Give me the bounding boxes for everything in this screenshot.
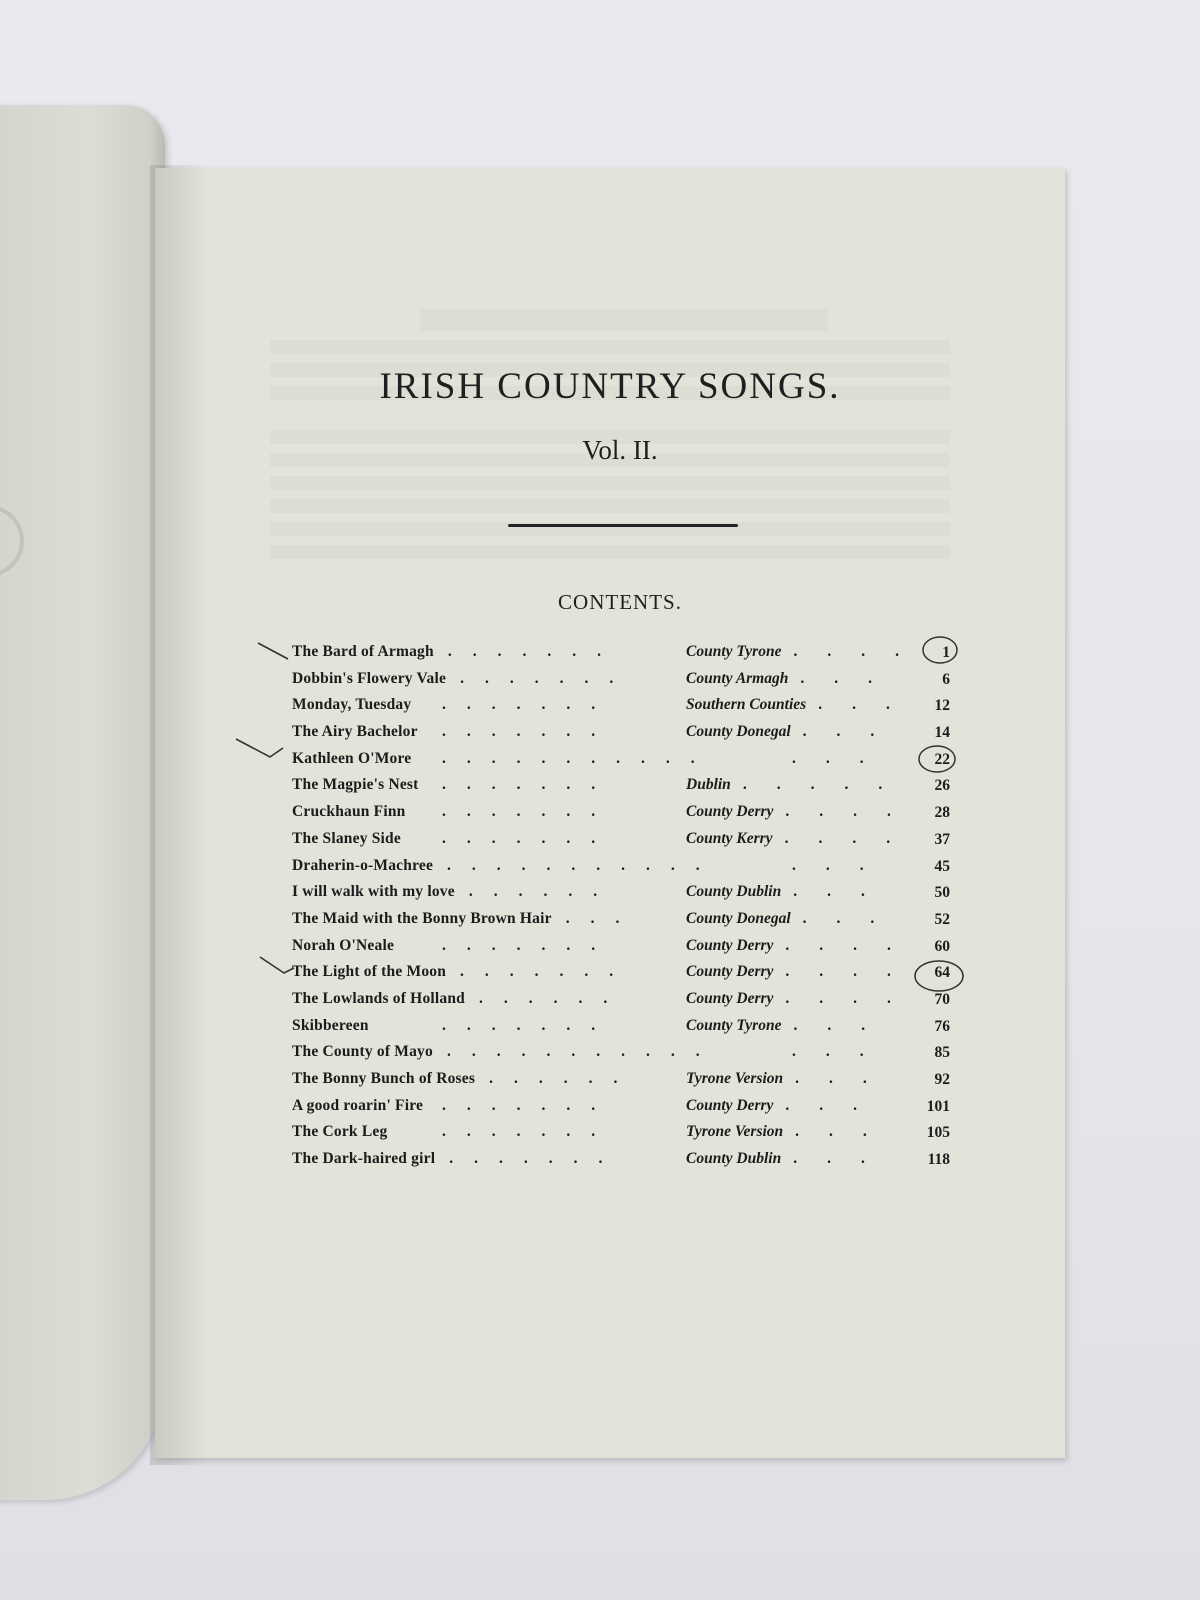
dot-leader: .... xyxy=(793,643,929,660)
dot-leader: ....... xyxy=(442,803,617,821)
dot-leader: ....... xyxy=(442,776,617,794)
entry-county: County Tyrone xyxy=(686,1016,782,1034)
dot-leader: ... xyxy=(795,1123,897,1141)
dot-leader: ... xyxy=(792,749,894,767)
dot-leader: ....... xyxy=(442,1096,617,1114)
dot-leader: ....... xyxy=(442,723,617,741)
dot-leader: ... xyxy=(793,1150,895,1168)
entry-page-number: 1 xyxy=(942,644,950,661)
entry-page-number: 70 xyxy=(934,990,950,1008)
contents-entry xyxy=(292,696,952,723)
dot-leader: ... xyxy=(793,883,895,901)
dot-leader: ... xyxy=(802,909,905,927)
entry-title: The Maid with the Bonny Brown Hair xyxy=(292,909,552,927)
entry-county: County Donegal xyxy=(686,723,791,741)
dot-leader: ....... xyxy=(460,963,635,981)
dot-leader: ... xyxy=(793,1016,896,1034)
dot-leader: ...... xyxy=(479,989,629,1007)
entry-county: County Dublin xyxy=(686,883,782,901)
contents-entry xyxy=(292,1150,952,1177)
volume-label: Vol. II. xyxy=(582,435,658,465)
entry-county: County Tyrone xyxy=(686,643,782,660)
entry-page-number: 85 xyxy=(934,1044,950,1062)
dot-leader: ... xyxy=(785,1096,888,1114)
entry-title: The Bonny Bunch of Roses xyxy=(292,1070,476,1087)
contents-entry xyxy=(292,1043,952,1070)
entry-title: Cruckhaun Finn xyxy=(292,803,406,821)
contents-entry xyxy=(292,990,952,1017)
dot-leader: ....... xyxy=(442,936,617,954)
entry-page-number: 37 xyxy=(934,830,950,848)
entry-page-number: 76 xyxy=(934,1017,950,1035)
entry-page-number: 26 xyxy=(934,777,950,795)
entry-title: Draherin-o-Machree xyxy=(292,856,434,874)
contents-entry xyxy=(292,857,952,884)
dot-leader: ...... xyxy=(468,883,619,901)
entry-title: Kathleen O'More xyxy=(292,749,412,767)
entry-page-number: 12 xyxy=(934,697,950,715)
entry-county: County Derry xyxy=(686,936,774,954)
dot-leader: ....... xyxy=(447,643,622,660)
dot-leader: ..... xyxy=(742,776,913,794)
contents-entry xyxy=(292,937,952,964)
contents-entry xyxy=(292,1070,952,1097)
contents-entry xyxy=(292,723,952,750)
dot-leader: ... xyxy=(818,696,920,714)
left-page-bleed-mark xyxy=(0,505,24,577)
entry-title: I will walk with my love xyxy=(292,883,455,901)
contents-entry xyxy=(292,883,952,910)
contents-entry xyxy=(292,670,952,697)
entry-title: Monday, Tuesday xyxy=(292,696,412,714)
entry-page-number: 118 xyxy=(927,1151,950,1169)
entry-page-number: 105 xyxy=(926,1124,950,1142)
dot-leader: ... xyxy=(792,1043,894,1061)
dot-leader: ....... xyxy=(460,669,635,687)
dot-leader: .... xyxy=(785,989,921,1007)
dot-leader: ... xyxy=(792,856,894,874)
entry-title: The Cork Leg xyxy=(292,1123,388,1141)
entry-title: Skibbereen xyxy=(292,1016,369,1034)
entry-page-number: 6 xyxy=(942,670,950,688)
dot-leader: ....... xyxy=(442,696,617,714)
entry-title: The Dark-haired girl xyxy=(292,1150,436,1168)
left-page xyxy=(0,105,165,1500)
contents-entry xyxy=(292,1097,952,1124)
entry-page-number: 64 xyxy=(934,964,950,982)
dot-leader: ... xyxy=(802,723,905,741)
entry-county: Dublin xyxy=(686,776,731,794)
entry-county: Tyrone Version xyxy=(686,1123,784,1141)
entry-page-number: 14 xyxy=(934,724,950,742)
entry-title: The Light of the Moon xyxy=(292,963,447,981)
entry-page-number: 22 xyxy=(934,750,950,768)
dot-leader: ... xyxy=(565,909,641,927)
contents-entry xyxy=(292,776,952,803)
entry-page-number: 45 xyxy=(934,857,950,875)
contents-list xyxy=(292,643,952,1177)
contents-entry xyxy=(292,1123,952,1150)
contents-entry xyxy=(292,750,952,777)
book-title: IRISH COUNTRY SONGS. xyxy=(379,366,841,407)
entry-title: Dobbin's Flowery Vale xyxy=(292,669,447,687)
entry-title: A good roarin' Fire xyxy=(292,1096,424,1114)
dot-leader: ........... xyxy=(442,749,716,767)
entry-county: Tyrone Version xyxy=(686,1070,784,1087)
entry-county: County Armagh xyxy=(686,669,789,687)
entry-county: County Dublin xyxy=(686,1150,782,1168)
dot-leader: ... xyxy=(800,669,902,687)
entry-county: County Donegal xyxy=(686,909,791,927)
contents-entry xyxy=(292,1017,952,1044)
entry-county: County Derry xyxy=(686,963,774,981)
dot-leader: ....... xyxy=(442,1123,617,1141)
dot-leader: .... xyxy=(784,829,921,847)
dot-leader: ........... xyxy=(447,856,721,874)
entry-county: Southern Counties xyxy=(686,696,807,714)
entry-county: County Derry xyxy=(686,989,774,1007)
contents-heading: CONTENTS. xyxy=(558,590,682,614)
entry-title: The Lowlands of Holland xyxy=(292,989,465,1007)
entry-title: The Bard of Armagh xyxy=(292,643,434,660)
entry-county: County Derry xyxy=(686,803,774,821)
entry-page-number: 60 xyxy=(934,937,950,955)
contents-entry xyxy=(292,963,952,990)
entry-county: County Derry xyxy=(686,1096,774,1114)
dot-leader: .... xyxy=(785,936,921,954)
dot-leader: .... xyxy=(785,803,921,821)
dot-leader: .... xyxy=(785,963,921,981)
entry-title: The Slaney Side xyxy=(292,829,401,847)
entry-title: Norah O'Neale xyxy=(292,936,395,954)
entry-county: County Kerry xyxy=(686,829,773,847)
entry-title: The Magpie's Nest xyxy=(292,776,419,794)
contents-entry xyxy=(292,643,952,670)
entry-page-number: 52 xyxy=(934,910,950,928)
entry-page-number: 101 xyxy=(926,1097,950,1115)
contents-entry xyxy=(292,803,952,830)
dot-leader: ....... xyxy=(442,1016,617,1034)
entry-title: The County of Mayo xyxy=(292,1043,433,1061)
entry-title: The Airy Bachelor xyxy=(292,723,418,741)
dot-leader: ....... xyxy=(449,1150,624,1168)
dot-leader: ...... xyxy=(489,1070,639,1087)
book-gutter-shadow xyxy=(150,165,210,1465)
contents-entry xyxy=(292,830,952,857)
dot-leader: ....... xyxy=(442,829,617,847)
dot-leader: ........... xyxy=(446,1043,721,1061)
contents-entry xyxy=(292,910,952,937)
entry-page-number: 92 xyxy=(934,1071,950,1088)
entry-page-number: 50 xyxy=(934,884,950,902)
entry-page-number: 28 xyxy=(934,804,950,822)
title-rule xyxy=(508,524,738,527)
dot-leader: ... xyxy=(795,1070,897,1087)
